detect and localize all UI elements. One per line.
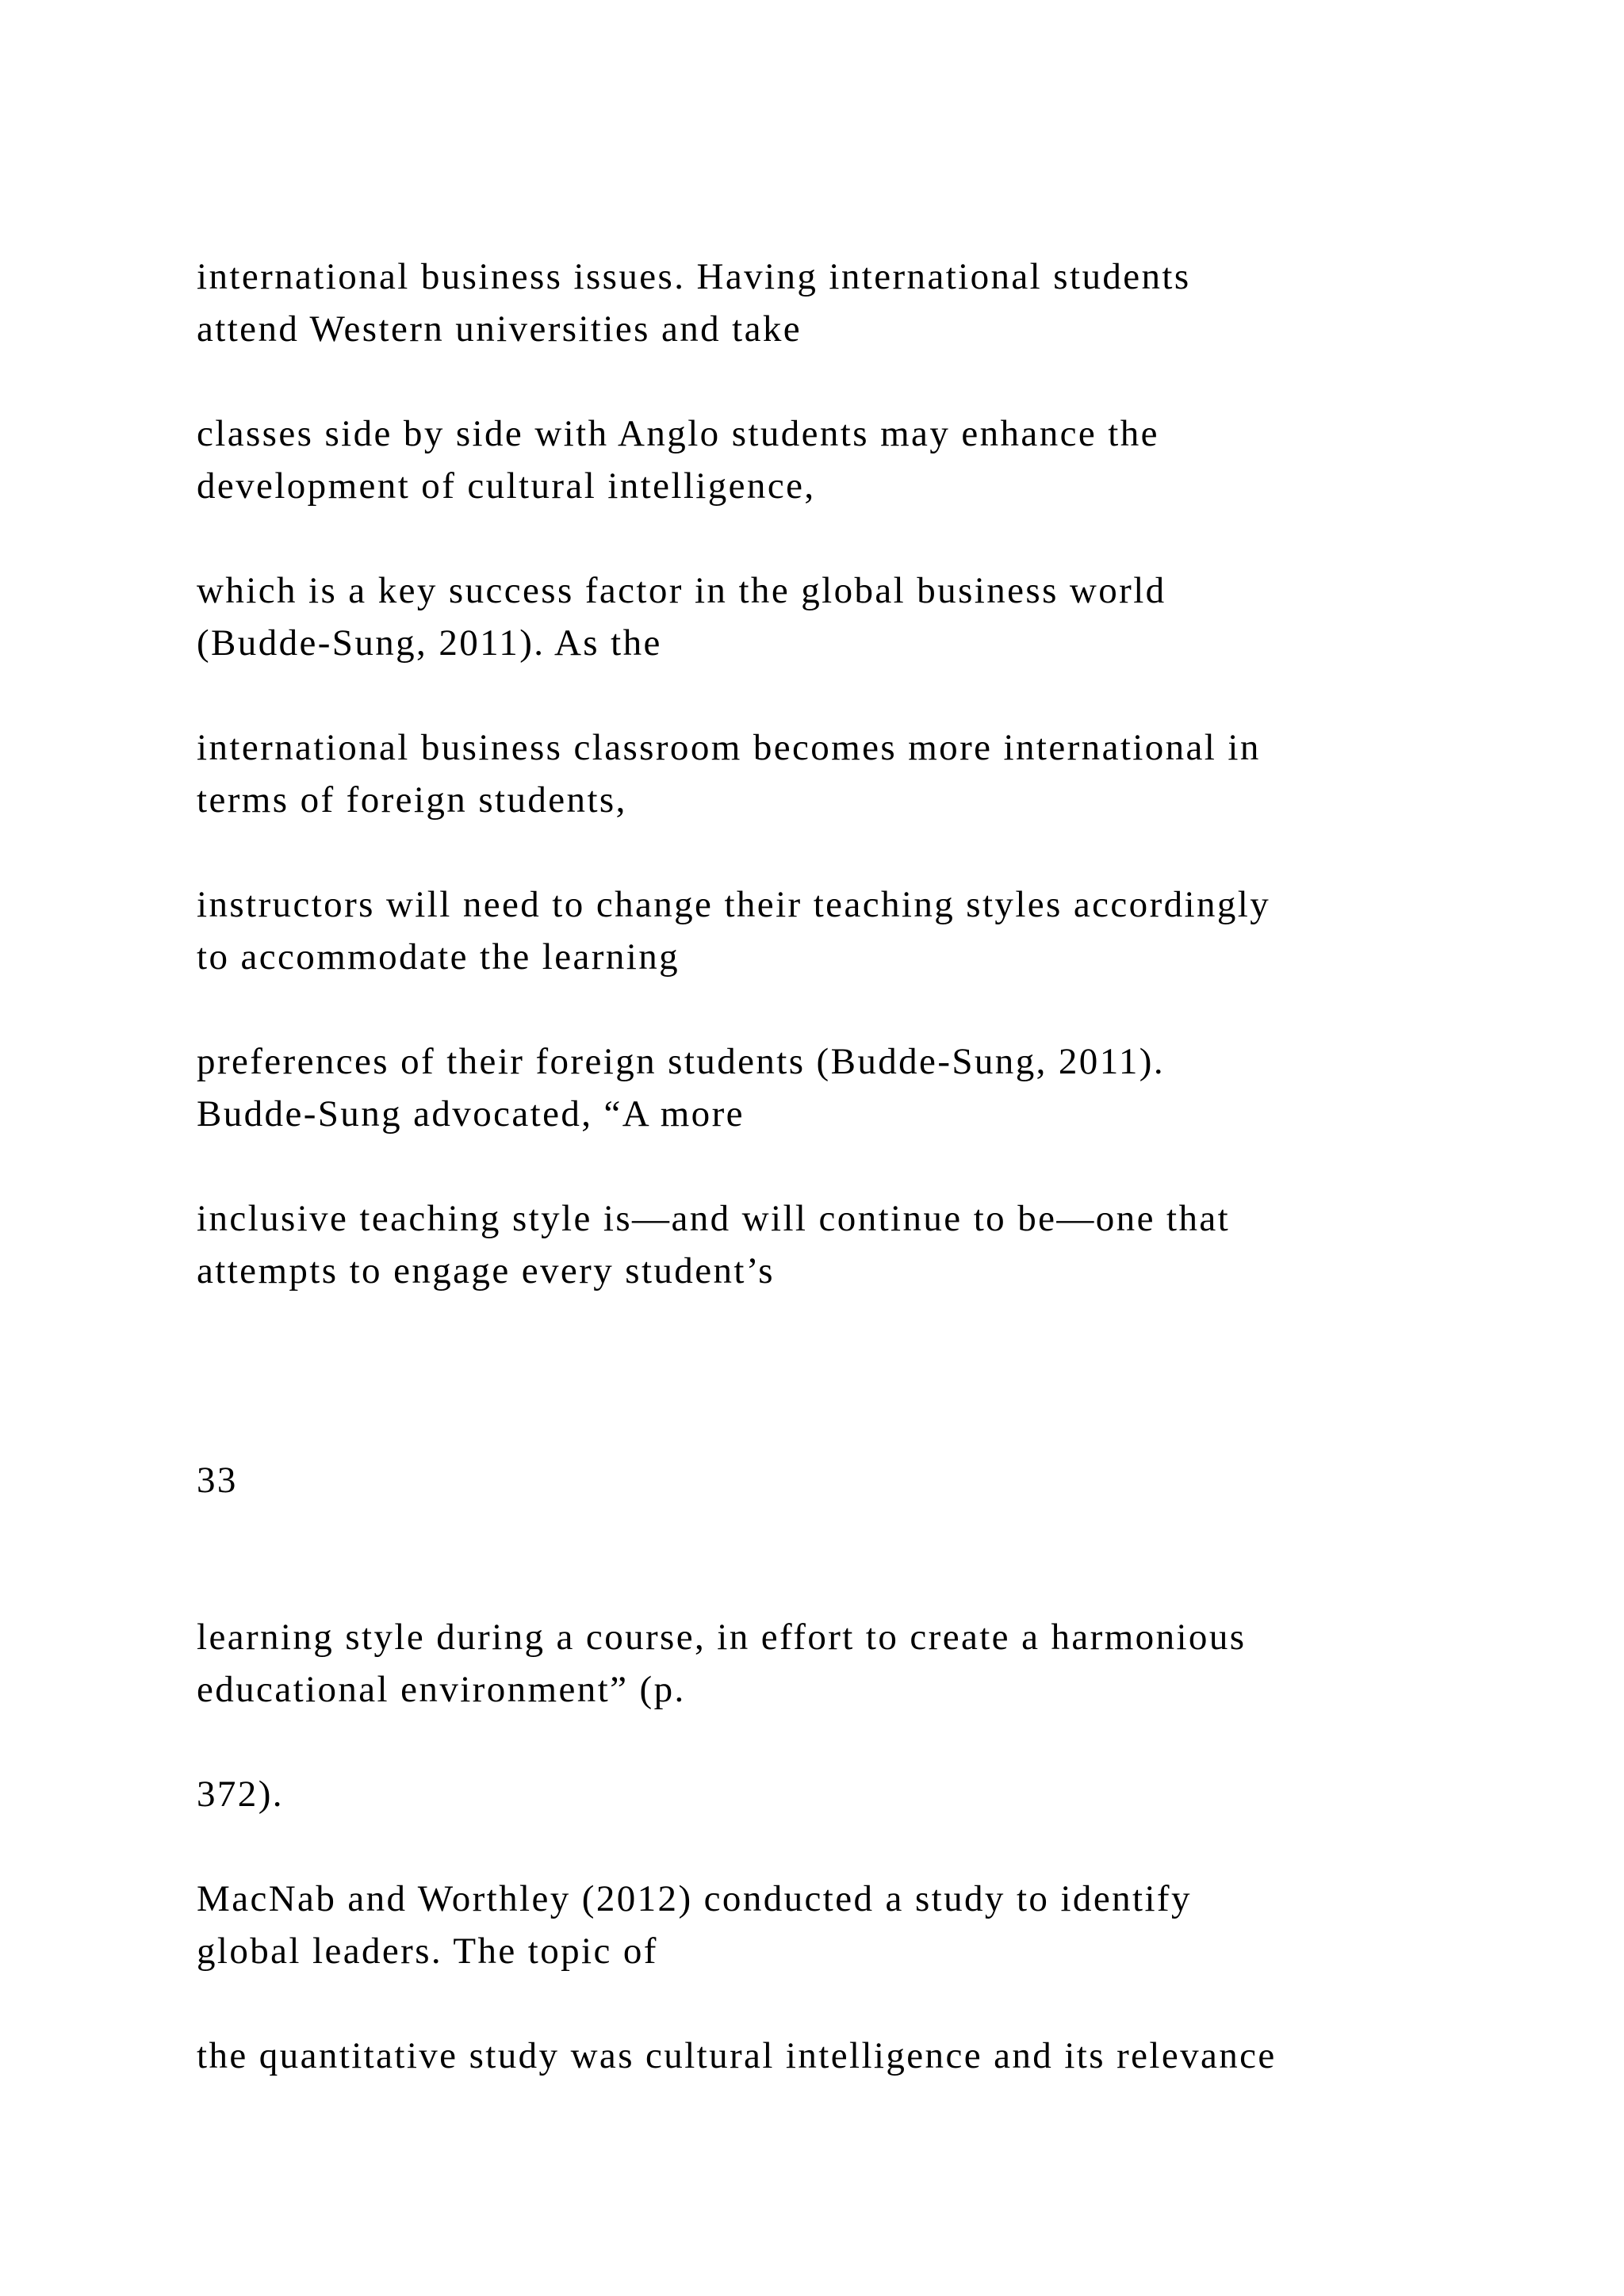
text-line: Budde-Sung advocated, “A more bbox=[197, 1093, 745, 1135]
text-line: 372). bbox=[197, 1774, 284, 1815]
text-line: inclusive teaching style is—and will continue to be—one that bbox=[197, 1198, 1231, 1239]
text-line: (Budde-Sung, 2011). As the bbox=[197, 622, 662, 664]
text-line: global leaders. The topic of bbox=[197, 1931, 658, 1972]
text-line: development of cultural intelligence, bbox=[197, 465, 816, 507]
text-line: attend Western universities and take bbox=[197, 308, 802, 350]
text-line: the quantitative study was cultural intelligence and its relevance bbox=[197, 2035, 1277, 2076]
text-line: preferences of their foreign students (Budde-Sung, 2011). bbox=[197, 1041, 1165, 1082]
text-line: which is a key success factor in the global business world bbox=[197, 570, 1166, 611]
text-line: instructors will need to change their teaching styles accordingly bbox=[197, 884, 1271, 925]
text-line: attempts to engage every student’s bbox=[197, 1250, 775, 1292]
text-line: terms of foreign students, bbox=[197, 779, 627, 821]
text-line: MacNab and Worthley (2012) conducted a study to identify bbox=[197, 1878, 1192, 1919]
text-line: classes side by side with Anglo students may enhance the bbox=[197, 413, 1159, 454]
text-line: learning style during a course, in effort to create a harmonious bbox=[197, 1617, 1247, 1658]
text-line: to accommodate the learning bbox=[197, 936, 680, 978]
text-line: international business issues. Having international students bbox=[197, 256, 1191, 297]
page-number: 33 bbox=[197, 1460, 238, 1501]
text-line: educational environment” (p. bbox=[197, 1669, 686, 1710]
text-line: international business classroom becomes more international in bbox=[197, 727, 1261, 768]
